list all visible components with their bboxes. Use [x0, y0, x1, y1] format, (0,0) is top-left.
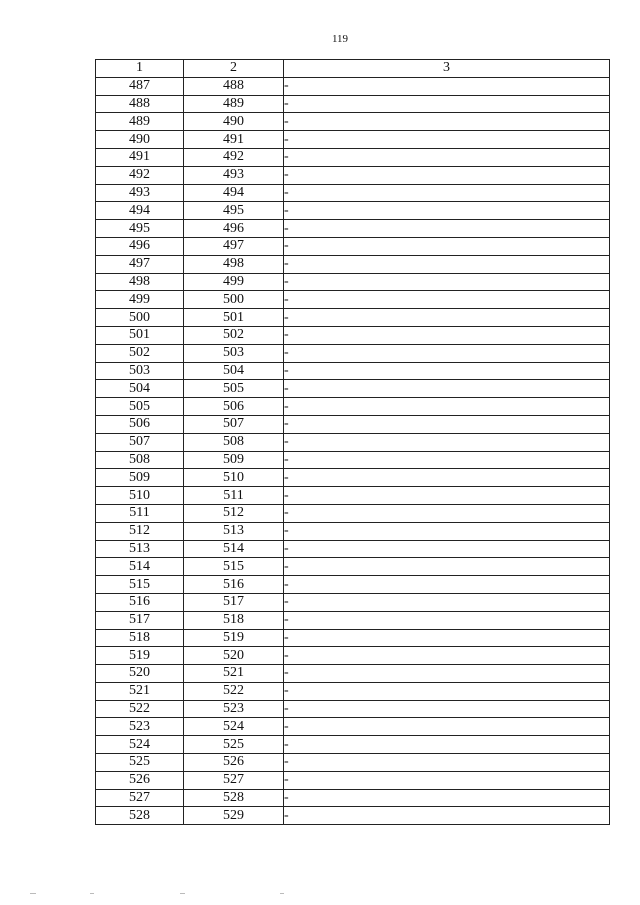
table-cell-col-2: 513 — [184, 522, 284, 540]
table-row — [96, 309, 610, 327]
table-cell-col-2: 515 — [184, 558, 284, 576]
table-row — [96, 326, 610, 344]
table-cell-col-1: 487 — [96, 77, 184, 95]
table-row — [96, 131, 610, 149]
table-cell-col-3: - — [284, 754, 610, 772]
table-cell-col-1: 496 — [96, 237, 184, 255]
table-cell-col-1: 511 — [96, 504, 184, 522]
table-cell-col-1: 507 — [96, 433, 184, 451]
table-row — [96, 540, 610, 558]
table-cell-col-1: 514 — [96, 558, 184, 576]
table-row — [96, 166, 610, 184]
table-cell-col-3: - — [284, 148, 610, 166]
table-cell-col-2: 523 — [184, 700, 284, 718]
page-number: 119 — [331, 33, 349, 45]
table-cell-col-1: 499 — [96, 291, 184, 309]
table-cell-col-2: 517 — [184, 593, 284, 611]
column-header-3: 3 — [284, 60, 610, 78]
table-cell-col-2: 502 — [184, 326, 284, 344]
table-cell-col-1: 512 — [96, 522, 184, 540]
table-cell-col-3: - — [284, 558, 610, 576]
table-cell-col-3: - — [284, 647, 610, 665]
table-cell-col-2: 508 — [184, 433, 284, 451]
table-cell-col-1: 492 — [96, 166, 184, 184]
table-cell-col-2: 497 — [184, 237, 284, 255]
table-cell-col-3: - — [284, 344, 610, 362]
table-cell-col-3: - — [284, 593, 610, 611]
table-cell-col-2: 492 — [184, 148, 284, 166]
table-row — [96, 504, 610, 522]
table-cell-col-1: 522 — [96, 700, 184, 718]
table-cell-col-2: 488 — [184, 77, 284, 95]
table-cell-col-2: 494 — [184, 184, 284, 202]
table-cell-col-1: 490 — [96, 131, 184, 149]
table-row — [96, 415, 610, 433]
table-cell-col-3: - — [284, 398, 610, 416]
table-row — [96, 95, 610, 113]
table-row — [96, 665, 610, 683]
table-cell-col-3: - — [284, 309, 610, 327]
table-cell-col-1: 518 — [96, 629, 184, 647]
table-row — [96, 789, 610, 807]
table-cell-col-1: 502 — [96, 344, 184, 362]
table-cell-col-1: 524 — [96, 736, 184, 754]
table-cell-col-3: - — [284, 166, 610, 184]
table-cell-col-2: 499 — [184, 273, 284, 291]
table-row — [96, 344, 610, 362]
table-row — [96, 771, 610, 789]
table-cell-col-2: 490 — [184, 113, 284, 131]
table-cell-col-2: 504 — [184, 362, 284, 380]
table-cell-col-2: 525 — [184, 736, 284, 754]
table-row — [96, 148, 610, 166]
table-cell-col-3: - — [284, 255, 610, 273]
table-cell-col-3: - — [284, 807, 610, 825]
table-row — [96, 362, 610, 380]
data-table — [95, 59, 610, 825]
table-row — [96, 576, 610, 594]
table-row — [96, 718, 610, 736]
table-cell-col-3: - — [284, 504, 610, 522]
table-row — [96, 629, 610, 647]
table-header-row — [96, 60, 610, 78]
table-cell-col-2: 521 — [184, 665, 284, 683]
table-cell-col-1: 505 — [96, 398, 184, 416]
table-cell-col-2: 528 — [184, 789, 284, 807]
table-cell-col-2: 512 — [184, 504, 284, 522]
table-cell-col-3: - — [284, 202, 610, 220]
table-row — [96, 380, 610, 398]
table-cell-col-3: - — [284, 131, 610, 149]
table-row — [96, 255, 610, 273]
table-row — [96, 433, 610, 451]
table-body — [96, 77, 610, 824]
table-cell-col-2: 529 — [184, 807, 284, 825]
table-cell-col-1: 526 — [96, 771, 184, 789]
table-cell-col-3: - — [284, 700, 610, 718]
table-cell-col-3: - — [284, 380, 610, 398]
table-cell-col-1: 525 — [96, 754, 184, 772]
table-cell-col-3: - — [284, 789, 610, 807]
table-cell-col-2: 503 — [184, 344, 284, 362]
table-cell-col-1: 527 — [96, 789, 184, 807]
table-cell-col-1: 495 — [96, 220, 184, 238]
table-cell-col-1: 528 — [96, 807, 184, 825]
table-cell-col-1: 498 — [96, 273, 184, 291]
table-row — [96, 77, 610, 95]
table-cell-col-2: 514 — [184, 540, 284, 558]
table-cell-col-3: - — [284, 682, 610, 700]
column-header-1: 1 — [96, 60, 184, 78]
table-cell-col-3: - — [284, 77, 610, 95]
table-cell-col-3: - — [284, 629, 610, 647]
table-cell-col-2: 501 — [184, 309, 284, 327]
table-row — [96, 291, 610, 309]
table-cell-col-3: - — [284, 611, 610, 629]
table-row — [96, 754, 610, 772]
table-cell-col-3: - — [284, 237, 610, 255]
table-row — [96, 558, 610, 576]
table-row — [96, 807, 610, 825]
table-cell-col-2: 526 — [184, 754, 284, 772]
table-row — [96, 451, 610, 469]
table-cell-col-3: - — [284, 184, 610, 202]
table-cell-col-2: 491 — [184, 131, 284, 149]
table-cell-col-2: 498 — [184, 255, 284, 273]
table-cell-col-3: - — [284, 95, 610, 113]
table-row — [96, 113, 610, 131]
table-row — [96, 220, 610, 238]
table-cell-col-3: - — [284, 362, 610, 380]
table-cell-col-1: 513 — [96, 540, 184, 558]
table-cell-col-3: - — [284, 522, 610, 540]
table-cell-col-2: 489 — [184, 95, 284, 113]
table-cell-col-1: 488 — [96, 95, 184, 113]
table-cell-col-1: 506 — [96, 415, 184, 433]
table-cell-col-1: 508 — [96, 451, 184, 469]
table-cell-col-3: - — [284, 665, 610, 683]
table-cell-col-2: 505 — [184, 380, 284, 398]
table-cell-col-1: 520 — [96, 665, 184, 683]
table-cell-col-1: 519 — [96, 647, 184, 665]
table-cell-col-1: 521 — [96, 682, 184, 700]
table-cell-col-3: - — [284, 291, 610, 309]
table-cell-col-2: 493 — [184, 166, 284, 184]
table-row — [96, 237, 610, 255]
table-cell-col-3: - — [284, 220, 610, 238]
table-cell-col-1: 517 — [96, 611, 184, 629]
table-cell-col-2: 527 — [184, 771, 284, 789]
table-row — [96, 487, 610, 505]
table-cell-col-1: 510 — [96, 487, 184, 505]
table-row — [96, 611, 610, 629]
table-cell-col-1: 497 — [96, 255, 184, 273]
table-cell-col-3: - — [284, 487, 610, 505]
table-cell-col-1: 523 — [96, 718, 184, 736]
table-cell-col-1: 491 — [96, 148, 184, 166]
table-cell-col-3: - — [284, 273, 610, 291]
table-row — [96, 700, 610, 718]
table-cell-col-3: - — [284, 326, 610, 344]
table-cell-col-1: 509 — [96, 469, 184, 487]
table-cell-col-3: - — [284, 469, 610, 487]
table-cell-col-2: 509 — [184, 451, 284, 469]
table-cell-col-1: 494 — [96, 202, 184, 220]
table-cell-col-3: - — [284, 433, 610, 451]
table-cell-col-2: 519 — [184, 629, 284, 647]
table-cell-col-1: 500 — [96, 309, 184, 327]
table-cell-col-3: - — [284, 451, 610, 469]
scan-artifact-marks — [30, 893, 330, 897]
table-cell-col-2: 496 — [184, 220, 284, 238]
table-cell-col-2: 520 — [184, 647, 284, 665]
table-cell-col-3: - — [284, 113, 610, 131]
table-cell-col-2: 516 — [184, 576, 284, 594]
table-cell-col-1: 516 — [96, 593, 184, 611]
table-row — [96, 202, 610, 220]
table-cell-col-2: 495 — [184, 202, 284, 220]
table-cell-col-2: 500 — [184, 291, 284, 309]
table-cell-col-1: 493 — [96, 184, 184, 202]
table-cell-col-3: - — [284, 540, 610, 558]
table-cell-col-2: 518 — [184, 611, 284, 629]
table-row — [96, 398, 610, 416]
table-cell-col-3: - — [284, 771, 610, 789]
table-cell-col-3: - — [284, 415, 610, 433]
table-row — [96, 647, 610, 665]
table-cell-col-3: - — [284, 718, 610, 736]
column-header-2: 2 — [184, 60, 284, 78]
table-row — [96, 273, 610, 291]
table-row — [96, 184, 610, 202]
table-cell-col-3: - — [284, 576, 610, 594]
table-cell-col-1: 515 — [96, 576, 184, 594]
table-row — [96, 469, 610, 487]
table-cell-col-1: 489 — [96, 113, 184, 131]
table-cell-col-2: 507 — [184, 415, 284, 433]
table-cell-col-2: 522 — [184, 682, 284, 700]
table-cell-col-2: 506 — [184, 398, 284, 416]
table-cell-col-2: 524 — [184, 718, 284, 736]
table-cell-col-2: 510 — [184, 469, 284, 487]
table-row — [96, 682, 610, 700]
table-row — [96, 736, 610, 754]
table-cell-col-1: 501 — [96, 326, 184, 344]
table-cell-col-3: - — [284, 736, 610, 754]
table-cell-col-1: 503 — [96, 362, 184, 380]
table-row — [96, 522, 610, 540]
table-row — [96, 593, 610, 611]
table-cell-col-2: 511 — [184, 487, 284, 505]
table-cell-col-1: 504 — [96, 380, 184, 398]
